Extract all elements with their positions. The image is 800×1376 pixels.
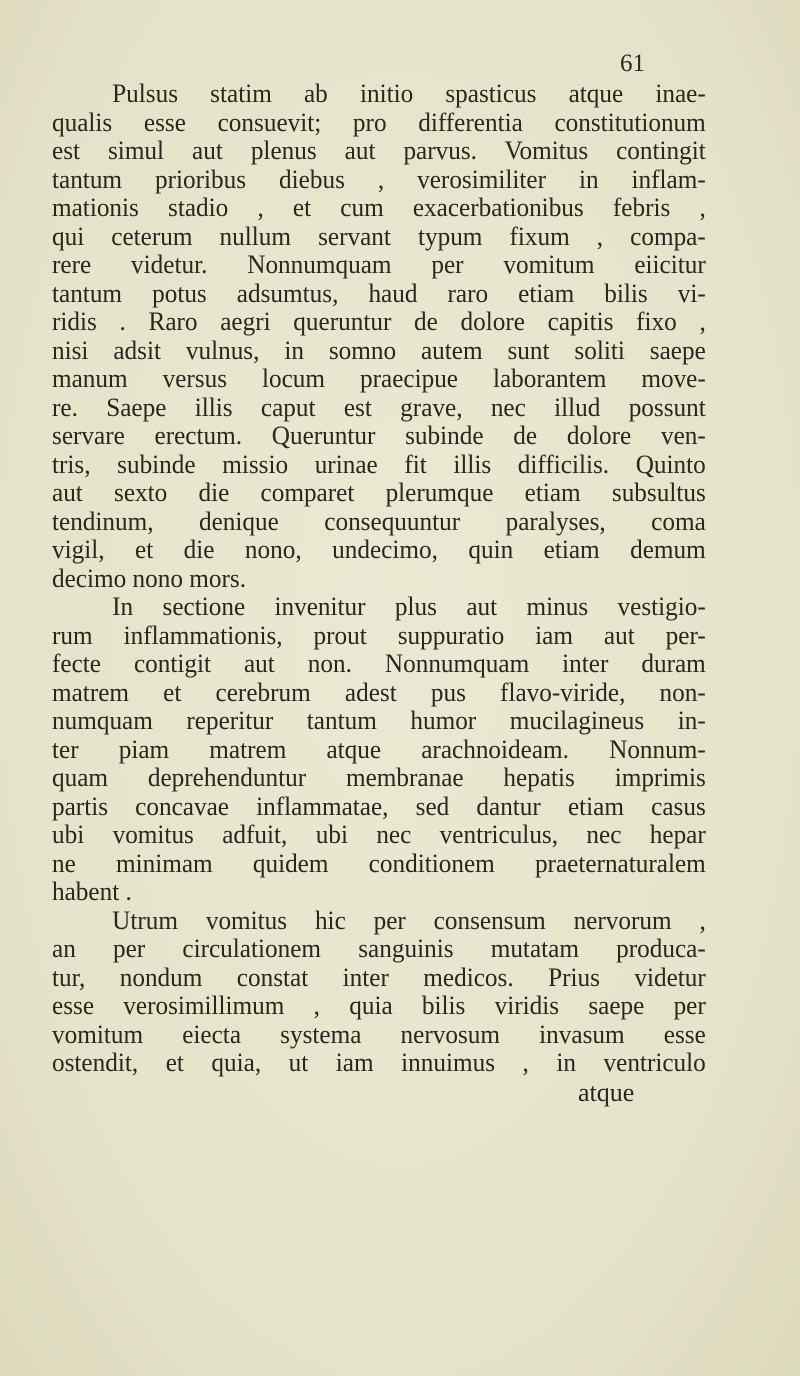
text-line: tantum potus adsumtus, haud raro etiam bilis vi- bbox=[52, 278, 706, 308]
text-line: tantum prioribus diebus , verosimiliter in inflam- bbox=[52, 164, 706, 194]
text-line: esse verosimillimum , quia bilis viridis saepe per bbox=[52, 991, 706, 1020]
text-line: vomitum eiecta systema nervosum invasum esse bbox=[52, 1019, 706, 1049]
text-line: decimo nono mors. bbox=[52, 563, 247, 593]
text-line: est simul aut plenus aut parvus. Vomitus contingit bbox=[52, 136, 706, 165]
text-line: aut sexto die comparet plerumque etiam subsultus bbox=[52, 478, 706, 507]
text-line: nisi adsit vulnus, in somno autem sunt soliti saepe bbox=[52, 335, 706, 365]
text-line: tendinum, denique consequuntur paralyses, coma bbox=[52, 506, 706, 536]
text-line: manum versus locum praecipue laborantem move- bbox=[52, 364, 706, 393]
text-line: ridis . Raro aegri queruntur de dolore capitis fixo , bbox=[52, 307, 706, 336]
text-line: ne minimam quidem conditionem praeternaturalem bbox=[52, 848, 706, 878]
page-number: 61 bbox=[620, 50, 645, 77]
text-line: Pulsus statim ab initio spasticus atque inae- bbox=[112, 79, 706, 108]
text-line: re. Saepe illis caput est grave, nec illud possunt bbox=[52, 392, 706, 422]
text-line: vigil, et die nono, undecimo, quin etiam demum bbox=[52, 535, 706, 564]
text-line: rere videtur. Nonnumquam per vomitum eiicitur bbox=[52, 250, 706, 279]
text-line: ubi vomitus adfuit, ubi nec ventriculus, nec hepar bbox=[52, 820, 706, 849]
text-line: partis concavae inflammatae, sed dantur etiam casus bbox=[52, 791, 706, 821]
text-line: matrem et cerebrum adest pus flavo-viride, non- bbox=[52, 677, 706, 707]
body-text bbox=[52, 80, 726, 1078]
text-line: tris, subinde missio urinae fit illis difficilis. Quinto bbox=[52, 449, 706, 479]
text-line: servare erectum. Queruntur subinde de dolore ven- bbox=[52, 421, 706, 450]
text-line: habent . bbox=[52, 877, 132, 906]
text-line: In sectione invenitur plus aut minus vestigio- bbox=[112, 592, 706, 621]
text-line: tur, nondum constat inter medicos. Prius videtur bbox=[52, 962, 706, 992]
text-line: numquam reperitur tantum humor mucilagineus in- bbox=[52, 706, 706, 735]
text-line: ter piam matrem atque arachnoideam. Nonnum- bbox=[52, 734, 706, 764]
text-line: Utrum vomitus hic per consensum nervorum , bbox=[112, 905, 706, 935]
text-line: ostendit, et quia, ut iam innuimus , in ventriculo bbox=[52, 1048, 706, 1077]
text-line: qualis esse consuevit; pro differentia constitutionum bbox=[52, 107, 706, 137]
text-line: rum inflammationis, prout suppuratio iam aut per- bbox=[52, 620, 706, 650]
text-line: fecte contigit aut non. Nonnumquam inter duram bbox=[52, 649, 706, 678]
text-line: quam deprehenduntur membranae hepatis imprimis bbox=[52, 763, 706, 792]
text-line: mationis stadio , et cum exacerbationibus febris , bbox=[52, 193, 706, 222]
catchword: atque bbox=[578, 1078, 635, 1107]
text-line: qui ceterum nullum servant typum fixum , compa- bbox=[52, 221, 706, 251]
text-line: an per circulationem sanguinis mutatam produca- bbox=[52, 934, 706, 963]
